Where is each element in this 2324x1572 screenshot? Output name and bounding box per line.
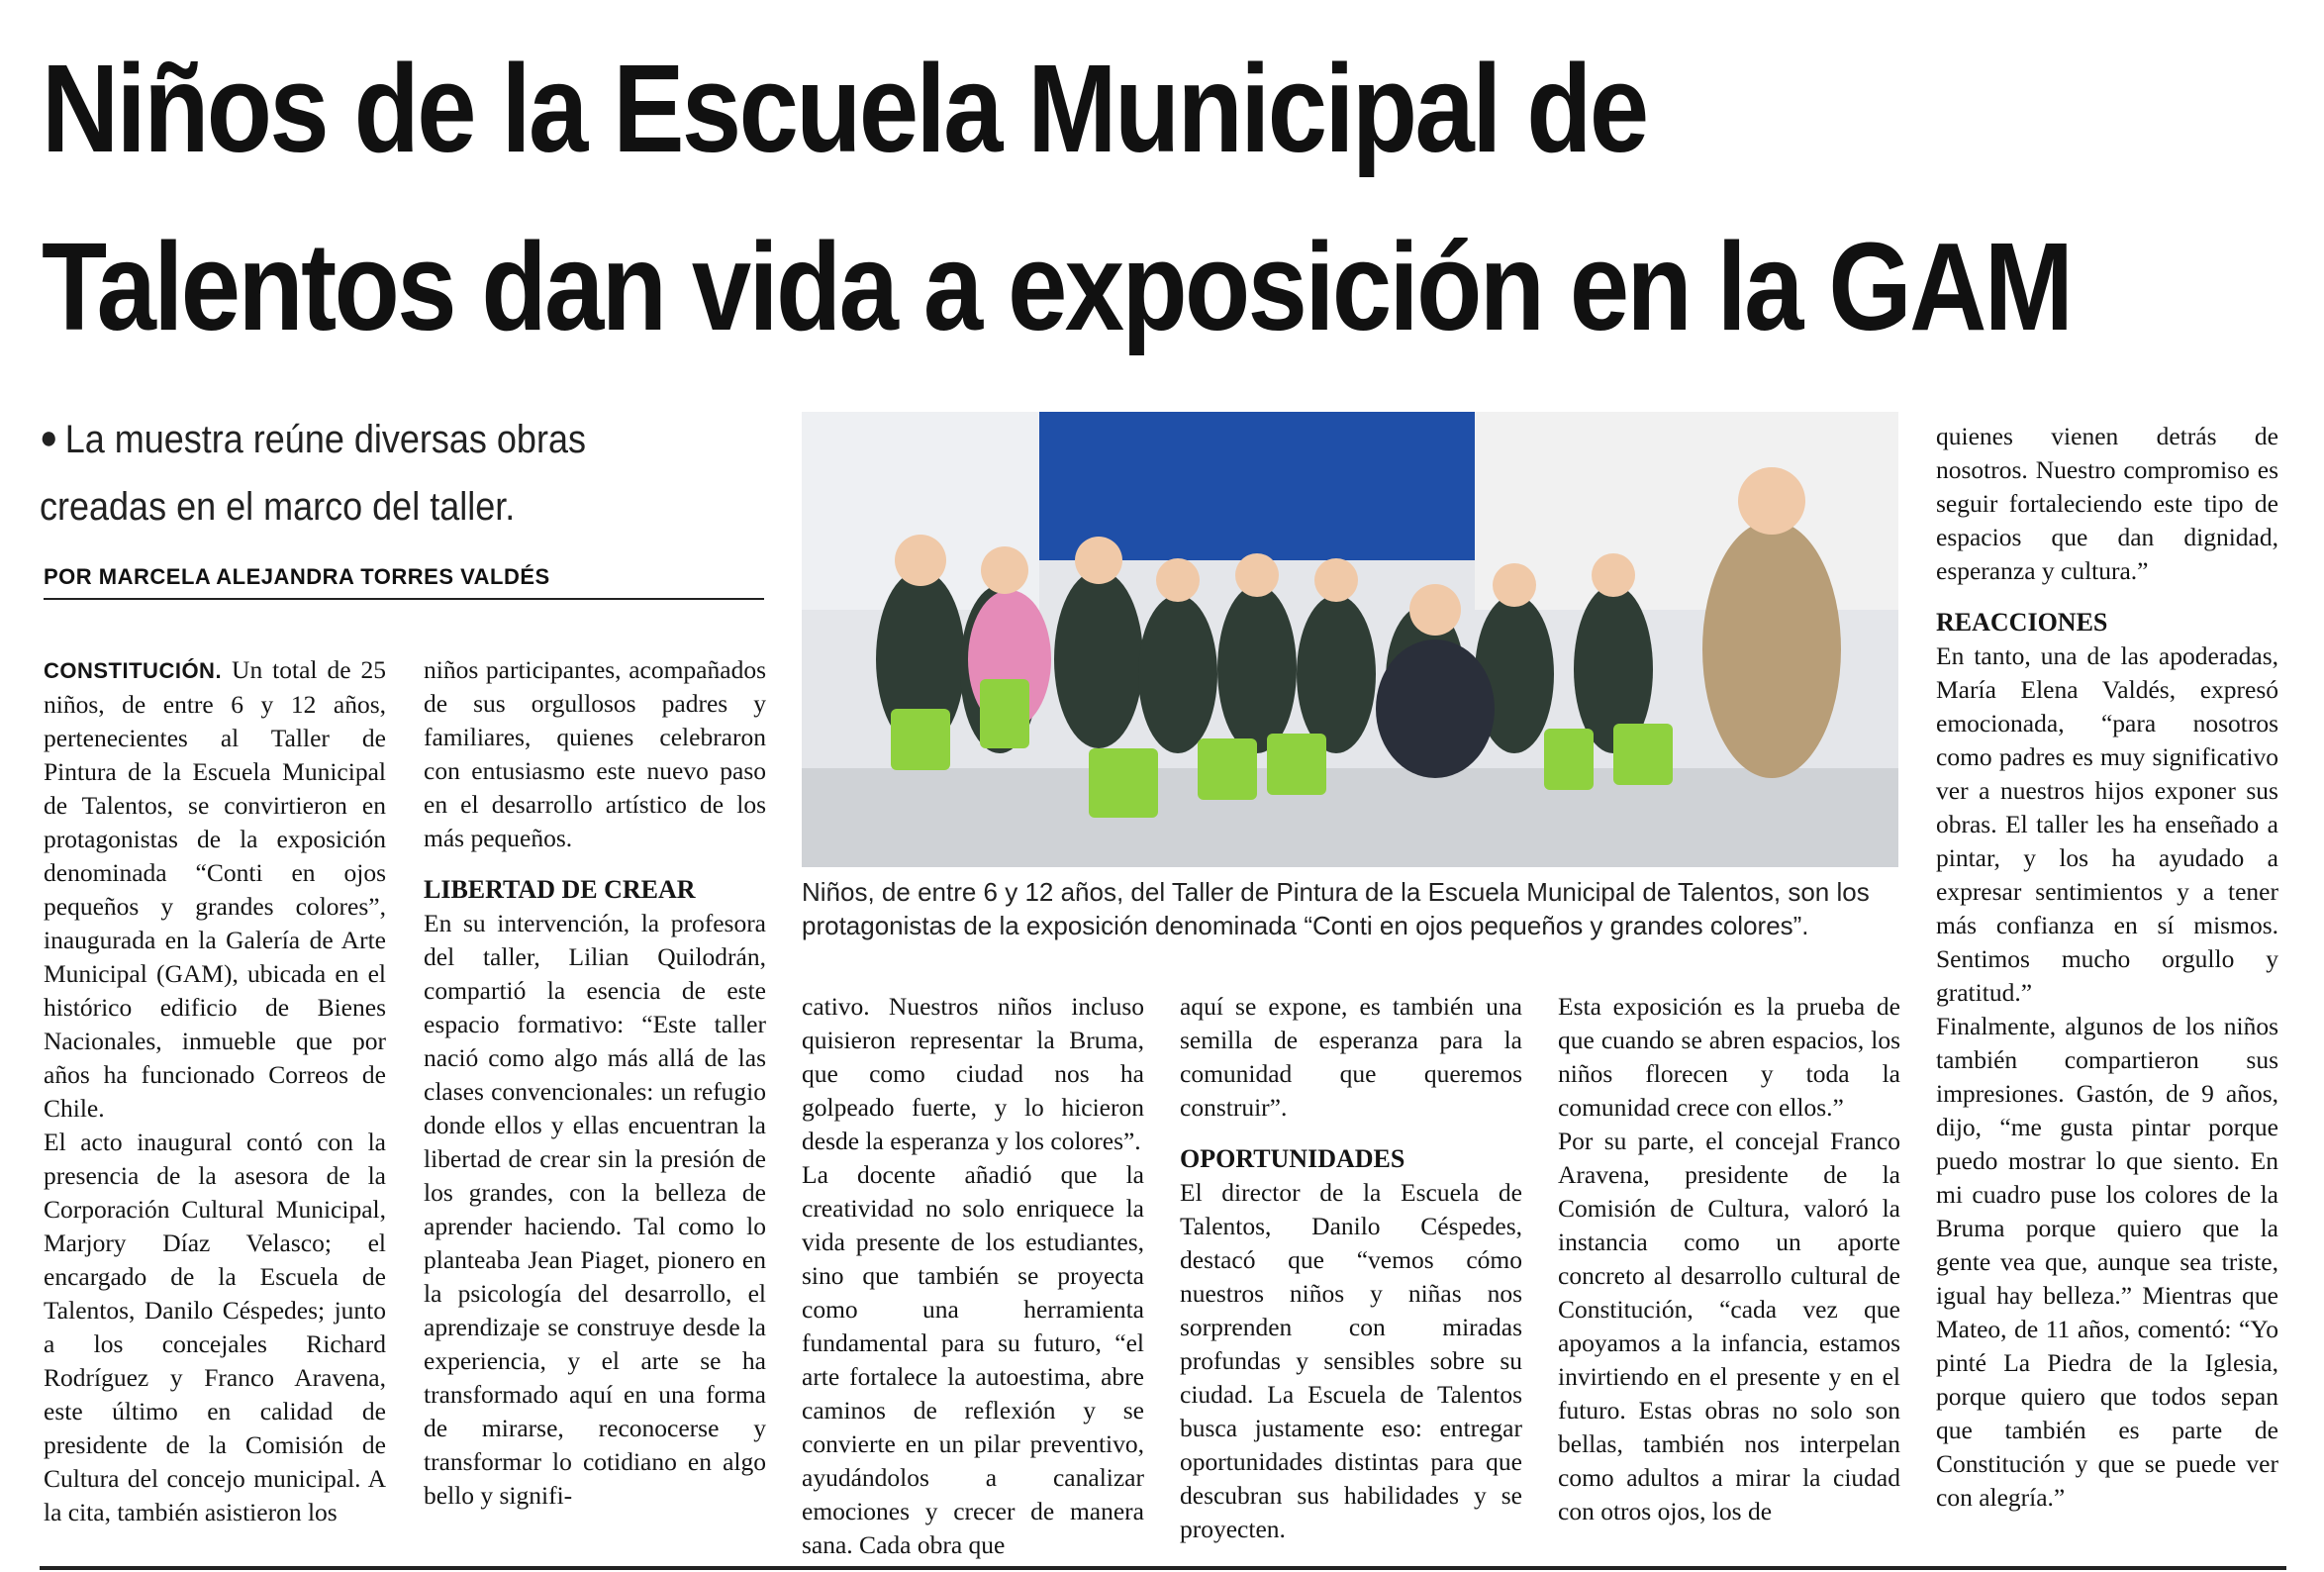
paragraph: La docente añadió que la creatividad no solo enriquece la vida presente de los estudiantes, sino que también se proyecta como una herramienta fundamental para su futuro, “el arte fortalece la autoestima, abre caminos de reflexión y se convierte en un pilar preventivo, ayudándolos a canalizar emociones y crecer de manera sana. Cada obra que <box>802 1160 1144 1559</box>
headline <box>42 20 2072 376</box>
paragraph <box>44 653 386 1126</box>
column-4 <box>1180 990 1522 1546</box>
paragraph: En tanto, una de las apoderadas, María Elena Valdés, expresó emocionada, “para nosotros como padres es muy significativo ver a nuestros hijos exponer sus obras. El taller les ha enseñado a pintar, y los ha ayudado a expresar sentimientos y a tener más confianza en sí mismos. Sentimos mucho orgullo y gratitud.” <box>1936 641 2278 1007</box>
bullet-icon: ● <box>40 419 58 456</box>
headline-line-2: Talentos dan vida a exposición en la GAM <box>42 217 2072 356</box>
paragraph: aquí se expone, es también una semilla de esperanza para la comunidad que queremos construir”. <box>1180 992 1522 1122</box>
article-photo <box>802 412 1898 867</box>
paragraph: Finalmente, algunos de los niños también compartieron sus impresiones. Gastón, de 9 años, dijo, “me gusta pintar porque puedo mostrar lo que siento. En mi cuadro puse los colores de la Bruma porque quiero que la gente vea que, aunque sea triste, igual hay belleza.” Mientras que Mateo, de 11 años, comentó: “Yo pinté La Piedra de la Iglesia, porque quiero que todos sepan que también es parte de Constitución y que se puede ver con alegría.” <box>1936 1012 2278 1512</box>
paragraph: El director de la Escuela de Talentos, Danilo Céspedes, destacó que “vemos cómo nuestros niños y niñas nos sorprenden con miradas profundas y sensibles sobre su ciudad. La Escuela de Talentos busca justamente eso: entregar oportunidades distintas para que descubran sus habilidades y se proyecten. <box>1180 1178 1522 1543</box>
subheading-libertad: LIBERTAD DE CREAR <box>424 875 696 904</box>
bottom-rule <box>40 1566 2286 1570</box>
paragraph: En su intervención, la profesora del taller, Lilian Quilodrán, compartió la esencia de este espacio formativo: “Este taller nació como algo más allá de las clases convencionales: un refugio donde ellos y ellas encuentran la libertad de crear sin la presión de los grandes, con la belleza de aprender haciendo. Tal como lo planteaba Jean Piaget, pionero en la psicología del desarrollo, el aprendizaje se construye desde la experiencia, y el arte se ha transformado aquí en una forma de mirarse, reconocerse y transformar lo cotidiano en algo bello y signifi- <box>424 909 766 1510</box>
column-6 <box>1936 420 2278 1515</box>
paragraph: cativo. Nuestros niños incluso quisieron representar la Bruma, que como ciudad nos ha golpeado fuerte, y lo hicieron desde la esperanza y los colores”. <box>802 992 1144 1155</box>
kicker <box>40 404 699 540</box>
paragraph: niños participantes, acompañados de sus orgullosos padres y familiares, quienes celebraron con entusiasmo este nuevo paso en el desarrollo artístico de los más pequeños. <box>424 655 766 852</box>
subheading-reacciones: REACCIONES <box>1936 608 2108 637</box>
subheading-oportunidades: OPORTUNIDADES <box>1180 1144 1405 1173</box>
dateline: CONSTITUCIÓN. <box>44 658 223 683</box>
photo-caption: Niños, de entre 6 y 12 años, del Taller de Pintura de la Escuela Municipal de Talentos, son los protagonistas de la exposición denominada “Conti en ojos pequeños y grandes colores”. <box>802 877 1870 940</box>
kicker-text: La muestra reúne diversas obras creadas en el marco del taller. <box>40 418 586 529</box>
group-photo-illustration <box>802 412 1898 867</box>
column-1 <box>44 653 386 1529</box>
paragraph: El acto inaugural contó con la presencia de la asesora de la Corporación Cultural Municipal, Marjory Díaz Velasco; el encargado de la Escuela de Talentos, Danilo Céspedes; junto a los concejales Richard Rodríguez y Franco Aravena, este último en calidad de presidente de la Comisión de Cultura del concejo municipal. A la cita, también asistieron los <box>44 1128 386 1526</box>
paragraph: Esta exposición es la prueba de que cuando se abren espacios, los niños florecen y toda la comunidad crece con ellos.” <box>1558 992 1900 1122</box>
paragraph: Por su parte, el concejal Franco Aravena, presidente de la Comisión de Cultura, valoró la instancia como un aporte concreto al desarrollo cultural de Constitución, “cada vez que apoyamos a la infancia, estamos invirtiendo en el presente y en el futuro. Estas obras no solo son bellas, también nos interpelan como adultos a mirar la ciudad con otros ojos, los de <box>1558 1127 1900 1525</box>
column-2 <box>424 653 766 1513</box>
column-3 <box>802 990 1144 1562</box>
paragraph-text: Un total de 25 niños, de entre 6 y 12 años, pertenecientes al Taller de Pintura de la Escuela Municipal de Talentos, se convirtieron en protagonistas de la exposición denominada “Conti en ojos pequeños y grandes colores”, inaugurada en la Galería de Arte Municipal (GAM), ubicada en el histórico edificio de Bienes Nacionales, inmueble que por años ha funcionado Correos de Chile. <box>44 655 386 1123</box>
headline-line-1: Niños de la Escuela Municipal de <box>42 39 1647 178</box>
byline: POR MARCELA ALEJANDRA TORRES VALDÉS <box>44 564 764 600</box>
paragraph: quienes vienen detrás de nosotros. Nuestro compromiso es seguir fortaleciendo este tipo de espacios que dan dignidad, esperanza y cultura.” <box>1936 422 2278 585</box>
column-5 <box>1558 990 1900 1528</box>
